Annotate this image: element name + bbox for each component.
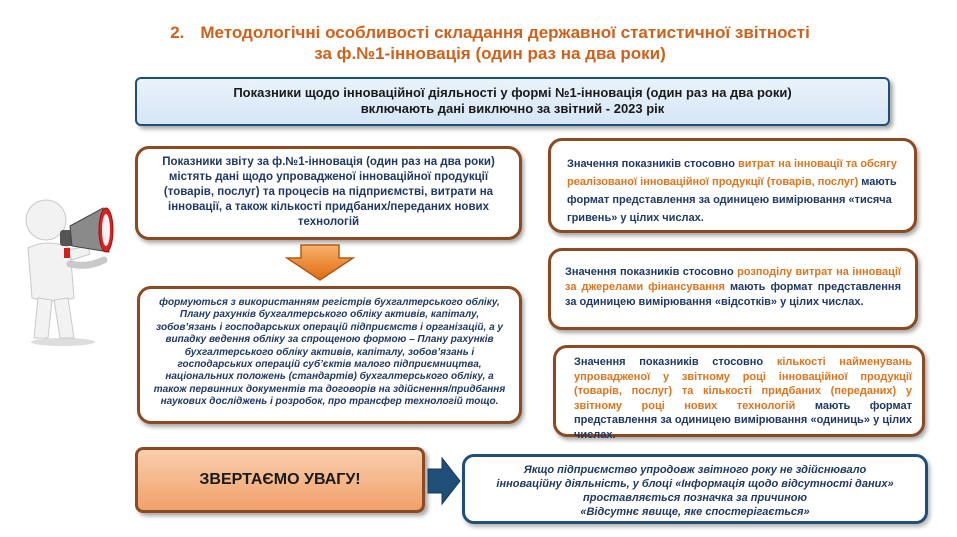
banner-line1: Показники щодо інноваційної діяльності у формі №1-інновація (один раз на два роки) <box>233 85 792 100</box>
no-activity-info-box <box>462 454 928 524</box>
format-units-pre: Значення показників стосовно <box>574 356 777 368</box>
format-thousand-highlight: витрат на інновації та обсягу реалізованої інноваційної продукції (товарів, послуг) <box>567 158 897 188</box>
title-line2: за ф.№1-інновація (один раз на два роки) <box>314 44 666 63</box>
format-thousand-pre: Значення показників стосовно <box>567 158 738 170</box>
format-percent-pre: Значення показників стосовно <box>565 266 738 278</box>
format-percent-post: мають формат представлення за одиницею вимірювання «відсотків» у цілих числах. <box>565 281 901 308</box>
down-arrow-icon <box>285 244 355 282</box>
data-sources-text: формуються з використанням регістрів бухгалтерського обліку, Плану рахунків бухгалтерського обліку активів, капіталу, зобов’язань і господарських операцій підприємств і організацій, а у випадку ведення обліку за спрощеною формою – Плану рахунків бухгалтерського обліку активів, капіталу, зобов’язань і господарських операцій суб’єктів малого підприємництва, національних положень (стандартів) бухгалтерського обліку, а також первинних документів та договорів на здійснення/придбання наукових досліджень і розробок, про трансфер технологій тощо. <box>153 297 506 408</box>
attention-notice <box>135 447 425 513</box>
banner-line2: включають дані виключно за звітний - 2023 рік <box>360 101 665 116</box>
indicators-content-box <box>135 146 522 240</box>
attention-label: ЗВЕРТАЄМО УВАГУ! <box>199 471 361 488</box>
format-units-box <box>553 345 925 441</box>
info-line1: Якщо підприємство упродовж звітного року не здійснювало <box>523 464 867 476</box>
format-units-post: мають формат представлення за одиницею вимірювання «одиниць» у цілих числах. <box>574 399 912 441</box>
info-line4: «Відсутнє явище, яке спостерігається» <box>580 506 810 518</box>
data-sources-box <box>137 286 522 424</box>
format-thousand-post: мають формат представлення за одиницею вимірювання «тисяча гривень» у цілих числах. <box>567 176 897 224</box>
page-title <box>120 22 860 64</box>
info-line2: інноваційну діяльність, у блоці «Інформація щодо відсутності даних» <box>496 478 894 490</box>
format-thousand-uah-box <box>548 138 917 233</box>
title-line1: Методологічні особливості складання державної статистичної звітності <box>200 23 810 42</box>
format-units-highlight: кількості найменувань упровадженої у звітному році інноваційної продукції (товарів, послуг) та кількості придбаних (переданих) у звітному році нових технологій <box>574 356 912 412</box>
megaphone-person-figure-icon <box>8 190 133 350</box>
format-percent-highlight: розподілу витрат на інновації за джерелами фінансування <box>565 266 901 293</box>
indicators-content-text: Показники звіту за ф.№1-інновація (один раз на два роки) містять дані щодо упровадженої інноваційної продукції (товарів, послуг) та процесів на підприємстві, витрати на інновації, а також кількості придбаних/переданих нових технологій <box>162 156 495 228</box>
info-line3: проставляється позначка за причиною <box>583 492 807 504</box>
format-percent-box <box>548 248 918 330</box>
scope-banner <box>135 77 890 126</box>
right-arrow-icon <box>426 456 462 506</box>
title-number: 2. <box>170 23 185 42</box>
